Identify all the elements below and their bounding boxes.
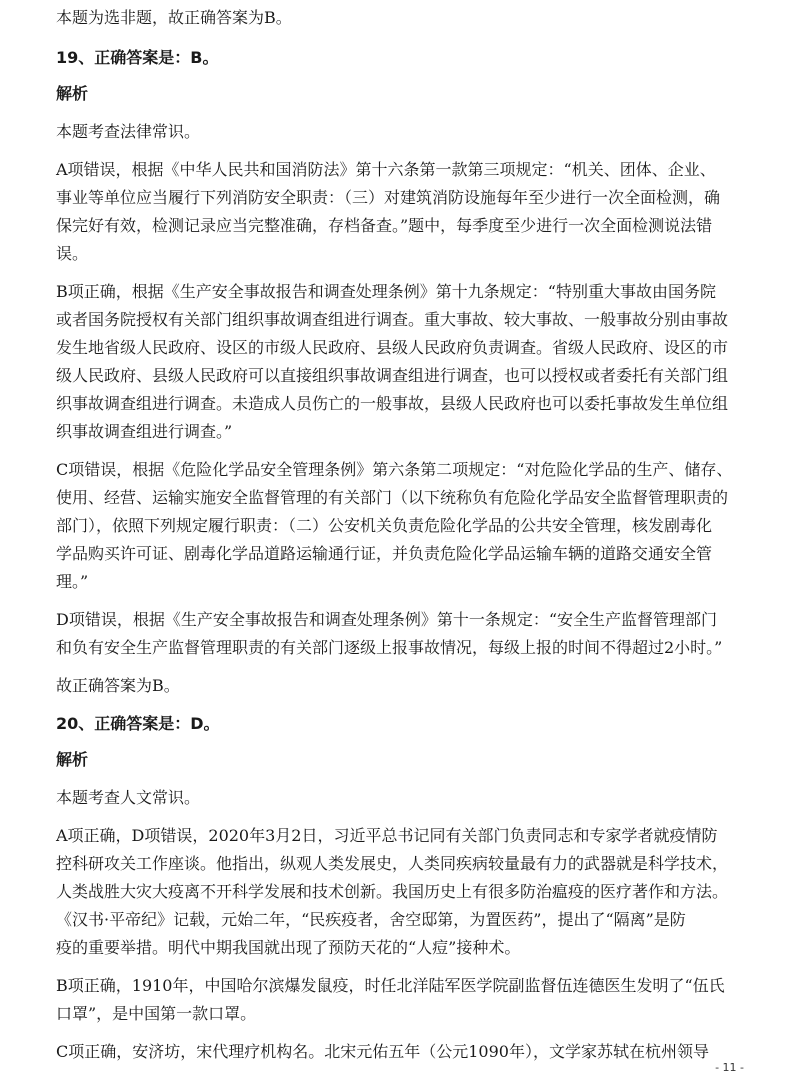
q19-option-a-line: 误。 <box>56 244 89 263</box>
q20-option-b <box>56 972 756 1028</box>
q20-option-a-line: 《汉书·平帝纪》记载，元始二年，“民疾疫者，舍空邸第，为置医药”，提出了“隔离”是防 <box>56 910 686 929</box>
q20-option-a <box>56 822 756 962</box>
q20-option-b-line: B项正确，1910年，中国哈尔滨爆发鼠疫，时任北洋陆军医学院副监督伍连德医生发明了“伍氏 <box>56 976 725 995</box>
q20-option-c <box>56 1038 756 1066</box>
q20-option-a-line: A项正确，D项错误，2020年3月2日，习近平总书记同有关部门负责同志和专家学者就疫情防 <box>56 826 718 845</box>
page-number: - 11 - <box>715 1061 744 1074</box>
q19-option-c-line: 学品购买许可证、剧毒化学品道路运输通行证，并负责危险化学品运输车辆的道路交通安全管 <box>56 544 713 563</box>
q19-conclusion: 故正确答案为B。 <box>56 676 180 695</box>
q20-option-a-line: 人类战胜大灾大疫离不开科学发展和技术创新。我国历史上有很多防治瘟疫的医疗著作和方法。 <box>56 882 729 901</box>
q19-option-b <box>56 278 756 446</box>
q19-option-c-line: C项错误，根据《危险化学品安全管理条例》第六条第二项规定：“对危险化学品的生产、储存、 <box>56 460 733 479</box>
q19-option-a-line: 保完好有效，检测记录应当完整准确，存档备查。”题中，每季度至少进行一次全面检测说法错 <box>56 216 713 235</box>
q20-option-a-line: 疫的重要举措。明代中期我国就出现了预防天花的“人痘”接种术。 <box>56 938 521 957</box>
intro-answer: 本题为选非题，故正确答案为B。 <box>56 8 292 27</box>
q19-option-b-line: B项正确，根据《生产安全事故报告和调查处理条例》第十九条规定：“特别重大事故由国务院 <box>56 282 716 301</box>
q19-option-b-line: 织事故调查组进行调查。” <box>56 422 233 441</box>
q19-option-b-line: 级人民政府、县级人民政府可以直接组织事故调查组进行调查，也可以授权或者委托有关部门组 <box>56 366 729 385</box>
q19-option-a <box>56 156 756 268</box>
question-19 <box>56 44 756 700</box>
q19-option-c-line: 使用、经营、运输实施安全监督管理的有关部门（以下统称负有危险化学品安全监督管理职责的 <box>56 488 729 507</box>
q20-topic: 本题考查人文常识。 <box>56 788 201 807</box>
question-20 <box>56 710 756 1066</box>
q20-heading: 20、正确答案是：D。 <box>56 714 220 733</box>
q19-option-c-line: 理。” <box>56 572 89 591</box>
q19-option-d-line: D项错误，根据《生产安全事故报告和调查处理条例》第十一条规定：“安全生产监督管理部门 <box>56 610 718 629</box>
q19-option-a-line: 事业等单位应当履行下列消防安全职责：（三）对建筑消防设施每年至少进行一次全面检测，确 <box>56 188 721 207</box>
q19-option-c <box>56 456 756 596</box>
q19-option-a-line: A项错误，根据《中华人民共和国消防法》第十六条第一款第三项规定：“机关、团体、企业、 <box>56 160 716 179</box>
q19-heading: 19、正确答案是：B。 <box>56 48 219 67</box>
q20-option-c-line: C项正确，安济坊，宋代理疗机构名。北宋元佑五年（公元1090年），文学家苏轼在杭州领导 <box>56 1042 709 1061</box>
q20-analysis-label: 解析 <box>56 750 89 769</box>
document-page <box>56 4 756 1076</box>
q20-option-a-line: 控科研攻关工作座谈。他指出，纵观人类发展史，人类同疾病较量最有力的武器就是科学技术， <box>56 854 729 873</box>
q19-option-d <box>56 606 756 662</box>
q19-topic: 本题考查法律常识。 <box>56 122 201 141</box>
q19-analysis-label: 解析 <box>56 84 89 103</box>
q19-option-b-line: 或者国务院授权有关部门组织事故调查组进行调查。重大事故、较大事故、一般事故分别由事故 <box>56 310 729 329</box>
q19-option-d-line: 和负有安全生产监督管理职责的有关部门逐级上报事故情况，每级上报的时间不得超过2小时。” <box>56 638 723 657</box>
q20-option-b-line: 口罩”，是中国第一款口罩。 <box>56 1004 257 1023</box>
q19-option-b-line: 发生地省级人民政府、设区的市级人民政府、县级人民政府负责调查。省级人民政府、设区的市 <box>56 338 729 357</box>
q19-option-c-line: 部门），依照下列规定履行职责：（二）公安机关负责危险化学品的公共安全管理，核发剧毒化 <box>56 516 713 535</box>
q19-option-b-line: 织事故调查组进行调查。未造成人员伤亡的一般事故，县级人民政府也可以委托事故发生单位组 <box>56 394 729 413</box>
